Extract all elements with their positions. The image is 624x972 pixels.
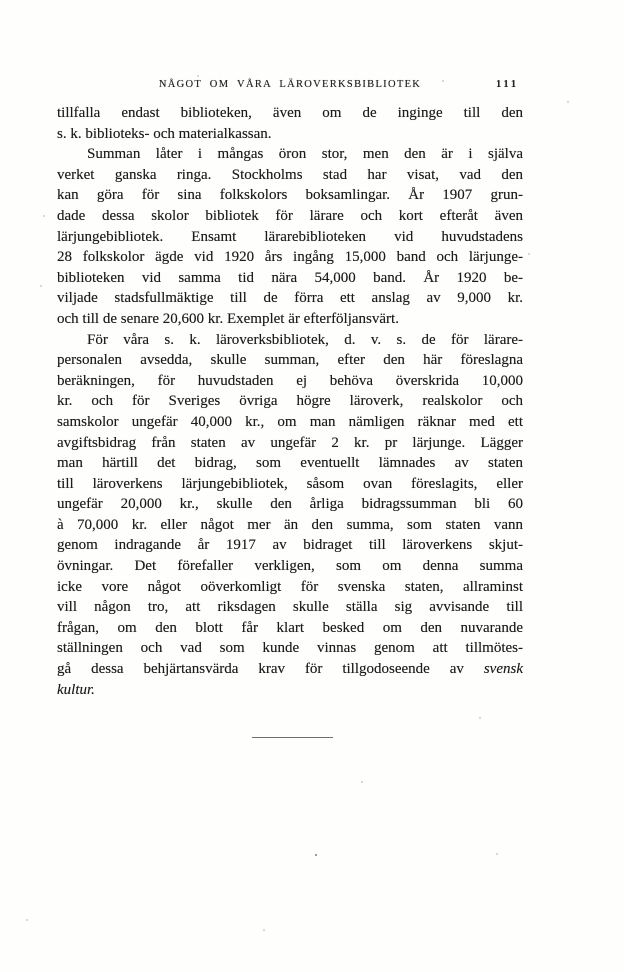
text-segment: genom indragande år 1917 av bidraget till läroverkens skjut- (57, 537, 523, 554)
text-line (57, 268, 523, 289)
page-number: 111 (496, 79, 519, 90)
text-segment: biblioteken vid samma tid nära 54,000 band. År 1920 be- (57, 269, 523, 286)
scan-speck (197, 75, 199, 77)
text-segment: viljade stadsfullmäktige till de förra ett anslag av 9,000 kr. (57, 290, 523, 307)
running-header (57, 79, 523, 90)
text-segment: ungefär 20,000 kr., skulle den årliga bidragssumman bli 60 (57, 496, 523, 513)
text-segment: vill någon tro, att riksdagen skulle ställa sig avvisande till (57, 599, 523, 616)
text-line (57, 206, 523, 227)
scan-speck (479, 717, 481, 719)
scan-speck (43, 215, 45, 217)
text-segment: 28 folkskolor ägde vid 1920 års ingång 15,000 band och lärjunge- (57, 249, 523, 266)
text-segment: För våra s. k. läroverksbibliotek, d. v. s. de för lärare- (87, 331, 523, 348)
text-segment: kan göra för sina folkskolors boksamlingar. År 1907 grun- (57, 187, 523, 204)
scan-speck (40, 285, 42, 287)
text-line (57, 330, 523, 351)
text-segment: à 70,000 kr. eller något mer än den summa, som staten vann (57, 516, 523, 533)
text-segment: kr. och för Sveriges övriga högre läroverk, realskolor och (57, 393, 523, 410)
text-segment: till läroverkens lärjungebibliotek, såsom ovan föreslagits, eller (57, 475, 523, 492)
text-line (57, 453, 523, 474)
paragraph (57, 144, 523, 329)
text-segment: frågan, om den blott får klart besked om den nuvarande (57, 619, 523, 636)
text-line (57, 638, 523, 659)
scan-speck (442, 80, 444, 82)
text-line (57, 680, 523, 701)
text-segment: icke vore något oöverkomligt för svenska staten, allraminst (57, 578, 523, 595)
scan-speck (528, 253, 530, 255)
italic-text-segment: kultur. (57, 681, 95, 698)
text-line (57, 659, 523, 680)
text-segment: man härtill det bidrag, som eventuellt lämnades av staten (57, 455, 523, 472)
text-line (57, 556, 523, 577)
text-line (57, 103, 523, 124)
text-line (57, 288, 523, 309)
text-segment: verket ganska ringa. Stockholms stad har visat, vad den (57, 166, 523, 183)
text-line (57, 309, 523, 330)
text-line (57, 535, 523, 556)
text-segment: s. k. biblioteks- och materialkassan. (57, 125, 272, 142)
text-segment: tillfalla endast biblioteken, även om de inginge till den (57, 105, 523, 121)
text-line (57, 618, 523, 639)
text-segment: dade dessa skolor bibliotek för lärare och kort efteråt även (57, 207, 523, 224)
paragraph (57, 103, 523, 144)
header-title: NÅGOT OM VÅRA LÄROVERKSBIBLIOTEK (158, 79, 422, 90)
text-segment: lärjungebibliotek. Ensamt lärarebiblioteken vid huvudstadens (57, 228, 523, 245)
scan-speck (26, 919, 28, 921)
text-line (57, 144, 523, 165)
text-segment: Summan låter i mångas öron stor, men den är i själva (87, 146, 523, 163)
text-segment: och till de senare 20,600 kr. Exemplet är efterföljansvärt. (57, 310, 399, 327)
text-line (57, 391, 523, 412)
text-line (57, 515, 523, 536)
italic-text-segment: svensk (483, 661, 523, 678)
text-line (57, 433, 523, 454)
text-line (57, 247, 523, 268)
text-segment: personalen avsedda, skulle summan, efter den här föreslagna (57, 352, 523, 369)
text-segment: gå dessa behjärtansvärda krav för tillgodoseende av (57, 661, 484, 678)
text-line (57, 494, 523, 515)
text-line (57, 412, 523, 433)
text-line (57, 371, 523, 392)
scan-speck (361, 781, 363, 783)
text-line (57, 350, 523, 371)
text-line (57, 124, 523, 145)
text-line (57, 165, 523, 186)
text-segment: ställningen och vad som kunde vinnas genom att tillmötes- (57, 640, 523, 657)
scan-speck (263, 929, 265, 931)
text-line (57, 185, 523, 206)
scan-speck (496, 853, 498, 855)
scan-speck (567, 101, 569, 103)
text-line (57, 227, 523, 248)
scan-speck (315, 854, 317, 856)
page-body (57, 103, 523, 700)
text-line (57, 577, 523, 598)
text-line (57, 474, 523, 495)
text-segment: samskolor ungefär 40,000 kr., om man nämligen räknar med ett (57, 413, 523, 430)
text-line (57, 597, 523, 618)
text-segment: avgiftsbidrag från staten av ungefär 2 kr. pr lärjunge. Lägger (57, 434, 523, 451)
text-segment: beräkningen, för huvudstaden ej behöva överskrida 10,000 (57, 372, 523, 389)
paragraph (57, 330, 523, 701)
text-segment: övningar. Det förefaller verkligen, som om denna summa (57, 558, 523, 575)
section-divider-rule (252, 737, 333, 738)
